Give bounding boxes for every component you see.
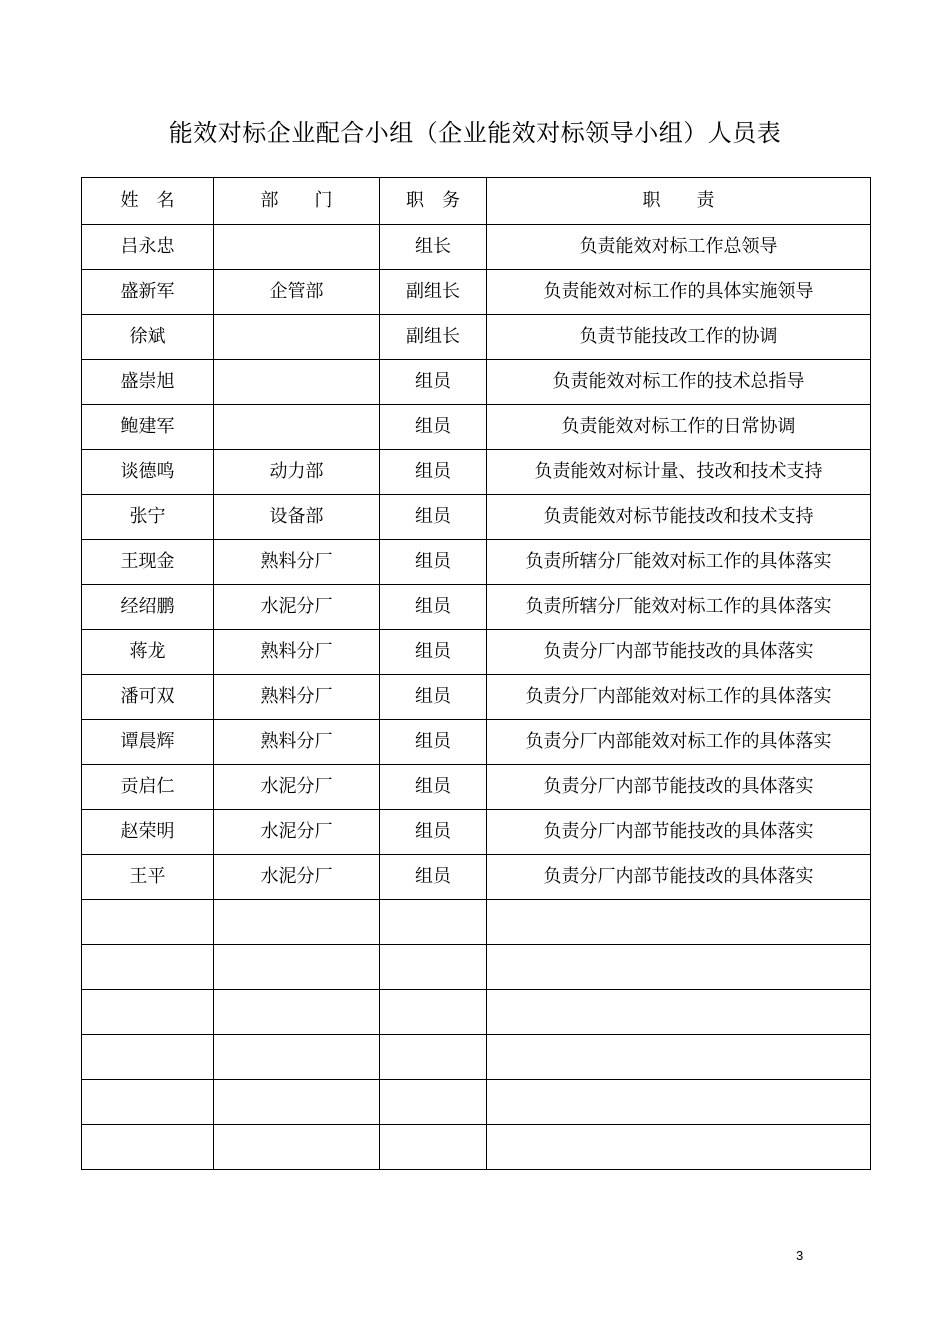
cell-department (214, 1080, 380, 1125)
table-row (82, 585, 871, 630)
cell-name: 贡启仁 (82, 765, 214, 810)
cell-department: 熟料分厂 (214, 720, 380, 765)
cell-department: 水泥分厂 (214, 855, 380, 900)
cell-position (380, 900, 487, 945)
cell-position: 组长 (380, 225, 487, 270)
table-row (82, 405, 871, 450)
table-row (82, 1125, 871, 1170)
table-row (82, 540, 871, 585)
cell-responsibility: 负责能效对标工作的技术总指导 (487, 360, 871, 405)
cell-responsibility (487, 945, 871, 990)
cell-responsibility (487, 900, 871, 945)
cell-department (214, 1035, 380, 1080)
cell-name: 赵荣明 (82, 810, 214, 855)
table-row (82, 1080, 871, 1125)
table-row (82, 900, 871, 945)
cell-department: 熟料分厂 (214, 540, 380, 585)
cell-responsibility (487, 1080, 871, 1125)
table-row (82, 495, 871, 540)
cell-department: 水泥分厂 (214, 810, 380, 855)
cell-name: 王现金 (82, 540, 214, 585)
cell-department: 动力部 (214, 450, 380, 495)
table-header-row (82, 178, 871, 225)
cell-responsibility: 负责能效对标工作的日常协调 (487, 405, 871, 450)
cell-department (214, 1125, 380, 1170)
table-body (82, 225, 871, 1170)
cell-name (82, 1125, 214, 1170)
cell-responsibility (487, 1035, 871, 1080)
cell-position: 副组长 (380, 315, 487, 360)
table-row (82, 810, 871, 855)
cell-responsibility: 负责能效对标工作总领导 (487, 225, 871, 270)
table-row (82, 945, 871, 990)
header-position: 职 务 (380, 178, 487, 225)
table-row (82, 1035, 871, 1080)
header-name: 姓 名 (82, 178, 214, 225)
cell-department (214, 225, 380, 270)
cell-responsibility: 负责分厂内部节能技改的具体落实 (487, 630, 871, 675)
cell-name: 经绍鹏 (82, 585, 214, 630)
table-row (82, 855, 871, 900)
cell-responsibility: 负责能效对标节能技改和技术支持 (487, 495, 871, 540)
page-title: 能效对标企业配合小组（企业能效对标领导小组）人员表 (168, 119, 782, 147)
cell-responsibility: 负责分厂内部能效对标工作的具体落实 (487, 675, 871, 720)
cell-position (380, 1035, 487, 1080)
table-row (82, 360, 871, 405)
table-row (82, 225, 871, 270)
cell-department: 水泥分厂 (214, 765, 380, 810)
cell-name: 张宁 (82, 495, 214, 540)
cell-name: 盛崇旭 (82, 360, 214, 405)
cell-position: 组员 (380, 495, 487, 540)
cell-department: 熟料分厂 (214, 675, 380, 720)
cell-name: 鲍建军 (82, 405, 214, 450)
cell-name (82, 1080, 214, 1125)
cell-department (214, 990, 380, 1035)
table-row (82, 720, 871, 765)
cell-department (214, 315, 380, 360)
cell-position: 组员 (380, 765, 487, 810)
table-row (82, 450, 871, 495)
cell-name (82, 945, 214, 990)
cell-position: 组员 (380, 720, 487, 765)
cell-name: 蒋龙 (82, 630, 214, 675)
cell-name (82, 900, 214, 945)
cell-position: 组员 (380, 405, 487, 450)
header-responsibility: 职 责 (487, 178, 871, 225)
page-number: 3 (796, 1248, 804, 1263)
cell-position: 组员 (380, 585, 487, 630)
header-department: 部 门 (214, 178, 380, 225)
cell-position: 组员 (380, 630, 487, 675)
cell-responsibility: 负责节能技改工作的协调 (487, 315, 871, 360)
cell-department: 水泥分厂 (214, 585, 380, 630)
cell-name: 盛新军 (82, 270, 214, 315)
cell-position: 副组长 (380, 270, 487, 315)
cell-name: 谭晨辉 (82, 720, 214, 765)
cell-name: 徐斌 (82, 315, 214, 360)
cell-responsibility: 负责能效对标计量、技改和技术支持 (487, 450, 871, 495)
table-row (82, 675, 871, 720)
cell-position (380, 945, 487, 990)
cell-position: 组员 (380, 855, 487, 900)
cell-department (214, 900, 380, 945)
cell-responsibility (487, 1125, 871, 1170)
cell-responsibility: 负责分厂内部节能技改的具体落实 (487, 810, 871, 855)
cell-name: 谈德鸣 (82, 450, 214, 495)
table-row (82, 315, 871, 360)
table-row (82, 270, 871, 315)
cell-name (82, 990, 214, 1035)
cell-position: 组员 (380, 675, 487, 720)
cell-name: 王平 (82, 855, 214, 900)
cell-responsibility: 负责分厂内部节能技改的具体落实 (487, 855, 871, 900)
cell-department (214, 405, 380, 450)
cell-department (214, 945, 380, 990)
cell-responsibility: 负责分厂内部能效对标工作的具体落实 (487, 720, 871, 765)
cell-position (380, 1125, 487, 1170)
cell-responsibility: 负责分厂内部节能技改的具体落实 (487, 765, 871, 810)
table-row (82, 990, 871, 1035)
cell-position: 组员 (380, 450, 487, 495)
cell-responsibility: 负责所辖分厂能效对标工作的具体落实 (487, 585, 871, 630)
cell-position: 组员 (380, 540, 487, 585)
cell-responsibility: 负责所辖分厂能效对标工作的具体落实 (487, 540, 871, 585)
personnel-table (81, 177, 871, 1170)
cell-position: 组员 (380, 810, 487, 855)
cell-department: 企管部 (214, 270, 380, 315)
cell-department: 设备部 (214, 495, 380, 540)
cell-position (380, 990, 487, 1035)
cell-position: 组员 (380, 360, 487, 405)
cell-name: 潘可双 (82, 675, 214, 720)
cell-position (380, 1080, 487, 1125)
cell-name: 吕永忠 (82, 225, 214, 270)
table-row (82, 765, 871, 810)
cell-responsibility: 负责能效对标工作的具体实施领导 (487, 270, 871, 315)
cell-department (214, 360, 380, 405)
cell-department: 熟料分厂 (214, 630, 380, 675)
cell-name (82, 1035, 214, 1080)
cell-responsibility (487, 990, 871, 1035)
table-row (82, 630, 871, 675)
